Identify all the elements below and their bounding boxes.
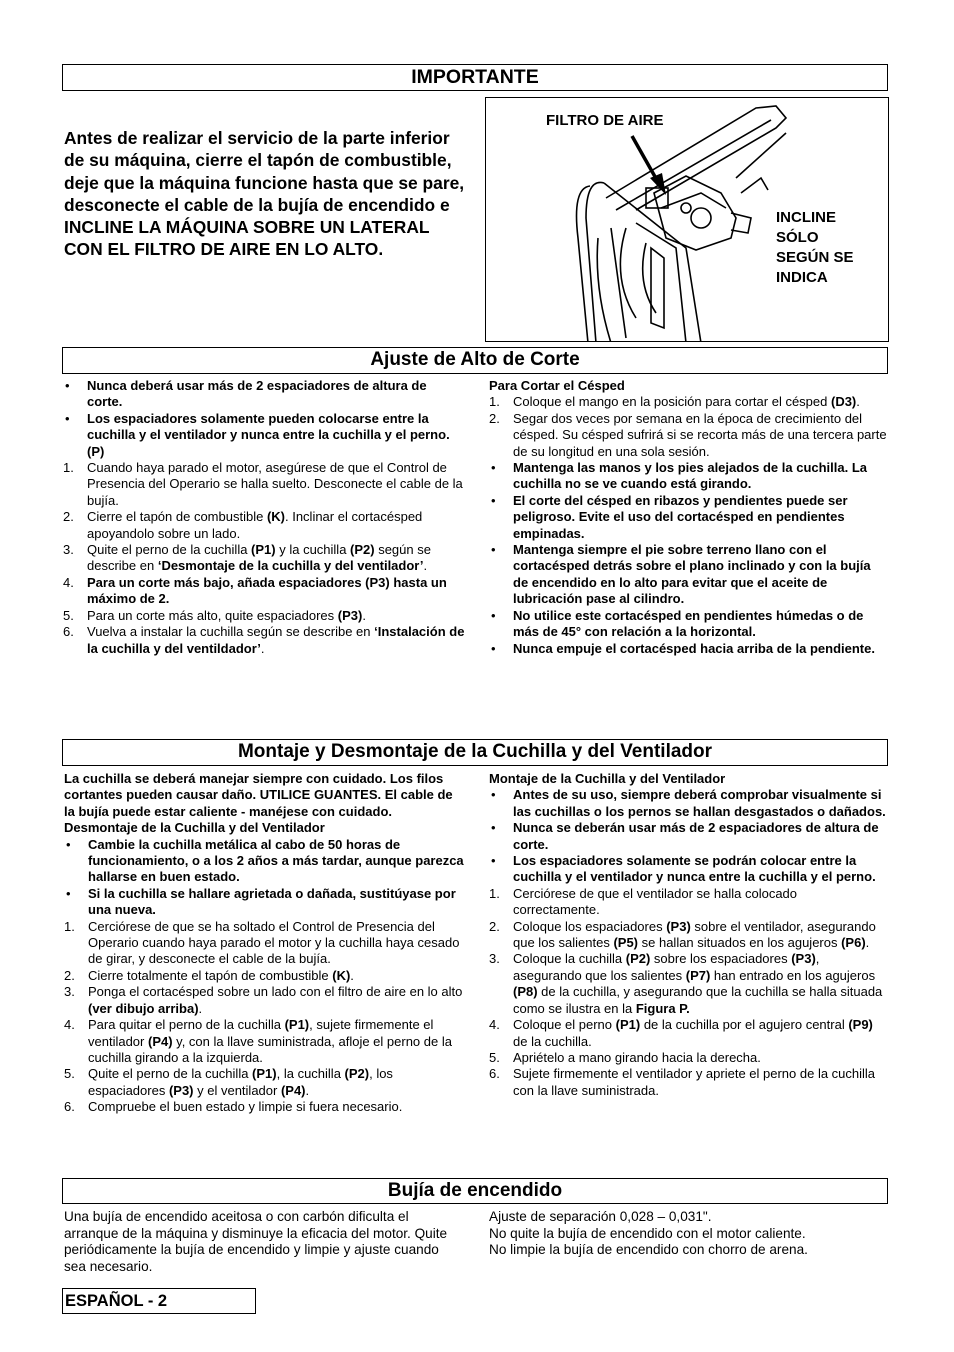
item-text: sobre los espaciadores: [650, 951, 792, 967]
item-text: Vuelva a instalar la cuchilla según se describe en: [87, 624, 375, 640]
item-text: Apriételo a mano girando hacia la derecha.: [513, 1049, 761, 1065]
item-text: Ponga el cortacésped sobre un lado con el filtro de aire en lo alto: [88, 984, 463, 1000]
item-text: Cierre el tapón de combustible: [87, 509, 267, 525]
item-text: Compruebe el buen estado y limpie si fuera necesario.: [88, 1099, 403, 1115]
item-text: Quite el perno de la cuchilla: [88, 1066, 253, 1082]
bujia-left-text: Una bujía de encendido aceitosa o con carbón dificulta el arranque de la máquina y disminuye la eficacia del motor. Quite periódicamente la bujía de encendido y limpie y ajuste cuando sea necesario.: [64, 1209, 448, 1274]
list-item: [63, 542, 465, 575]
step-number: 1.: [489, 885, 500, 901]
list-item: [489, 820, 887, 853]
item-text: se hallan situados en los agujeros: [638, 935, 842, 951]
blade-warning: La cuchilla se deberá manejar siempre con cuidado. Los filos cortantes pueden causar daño. UTILICE GUANTES. El cable de la bujía puede estar caliente - manéjese con cuidado.: [64, 771, 453, 819]
list-item: [64, 837, 466, 886]
item-text: .: [350, 967, 354, 983]
item-text: .: [305, 1082, 310, 1098]
item-text: (D3): [830, 394, 857, 410]
list-item: [63, 411, 465, 460]
item-text: No utilice este cortacésped en pendientes húmedas o de más de 45° con relación a la horizontal.: [513, 607, 864, 640]
step-number: 5.: [489, 1049, 500, 1065]
step-number: 2.: [64, 967, 75, 983]
removal-heading: Desmontaje de la Cuchilla y del Ventilador: [64, 820, 325, 836]
item-text: (P1): [251, 542, 276, 558]
step-number: 2.: [489, 918, 500, 934]
item-text: (P4): [147, 1033, 173, 1049]
list-item: [489, 641, 887, 657]
item-text: Coloque el perno: [513, 1017, 616, 1033]
list-item: [489, 460, 887, 493]
step-number: 3.: [489, 951, 500, 967]
step-number: 2.: [63, 509, 74, 525]
ajuste-right-column: [489, 378, 887, 657]
item-text: según se describe en: [87, 542, 431, 574]
bujia-sand-line: No limpie la bujía de encendido con chorro de arena.: [489, 1242, 808, 1258]
step-number: 6.: [64, 1099, 75, 1115]
importante-header: [62, 64, 888, 91]
item-text: Coloque el mango en la posición para cortar el césped: [513, 394, 831, 410]
item-text: , la cuchilla: [276, 1066, 345, 1082]
list-item: [489, 493, 887, 542]
step-number: 6.: [63, 624, 74, 640]
item-text: han entrado en los agujeros: [710, 967, 876, 983]
item-text: Coloque los espaciadores: [513, 918, 667, 934]
list-item: [63, 575, 465, 608]
air-filter-label: FILTRO DE AIRE: [546, 112, 664, 129]
item-text: (P7): [685, 967, 711, 983]
item-text: de la cuchilla, y asegurando que la cuchilla se halla situada como se ilustra en la: [513, 984, 883, 1016]
list-item: [64, 1017, 466, 1066]
list-item: [64, 919, 466, 968]
bujia-gap-line: Ajuste de separación 0,028 – 0,031".: [489, 1209, 712, 1224]
item-text: (P6): [841, 935, 866, 951]
step-number: 2.: [489, 410, 500, 426]
step-number: 6.: [489, 1066, 500, 1082]
bujia-right-text: [489, 1209, 887, 1259]
item-text: Los espaciadores solamente se podrán colocar entre la cuchilla y el ventilador y nunca entre la cuchilla y el perno.: [513, 853, 876, 885]
list-item: [489, 1017, 887, 1050]
item-text: Cierre totalmente el tapón de combustible: [88, 967, 333, 983]
step-number: 4.: [64, 1017, 75, 1033]
item-text: (P1): [615, 1017, 641, 1033]
item-text: (P1): [252, 1066, 277, 1082]
item-text: (P4): [280, 1082, 306, 1098]
item-text: Figura P.: [635, 1000, 690, 1016]
page-footer: [62, 1288, 256, 1314]
list-item: [489, 1066, 887, 1099]
bujia-header: [62, 1178, 888, 1204]
importante-intro: Antes de realizar el servicio de la parte inferior de su máquina, cierre el tapón de combustible, deje que la máquina funcione hasta que se pare, desconecte el cable de la bujía de encendido e INCLINE LA MÁQUINA SOBRE UN LATERAL CON EL FILTRO DE AIRE EN LO ALTO.: [64, 128, 465, 260]
item-text: Antes de su uso, siempre deberá comprobar visualmente si las cuchillas o los pernos se hallan desgastados o dañados.: [513, 787, 886, 819]
step-number: 3.: [64, 984, 75, 1000]
list-item: [489, 919, 887, 952]
bujia-title: Bujía de encendido: [387, 1180, 563, 1201]
list-item: [64, 1099, 466, 1115]
montaje-title: Montaje y Desmontaje de la Cuchilla y del Ventilador: [237, 741, 713, 762]
item-text: .: [423, 558, 428, 574]
item-text: .: [362, 607, 366, 623]
item-text: Quite el perno de la cuchilla: [87, 542, 252, 558]
bullet-marker: •: [66, 885, 71, 901]
bullet-marker: •: [65, 410, 70, 426]
item-text: .: [856, 394, 860, 410]
step-number: 3.: [63, 542, 74, 558]
step-number: 1.: [64, 918, 75, 934]
lawnmower-figure: [485, 97, 889, 342]
assembly-heading: Montaje de la Cuchilla y del Ventilador: [489, 771, 726, 786]
item-text: Mantenga siempre el pie sobre terreno llano con el cortacésped detrás sobre el plano inclinado y con la bujía de encendido en lo alto para evitar que el aceite de lubricación pase al cilindro.: [513, 542, 871, 607]
item-text: .: [865, 935, 870, 951]
list-item: [489, 787, 887, 820]
item-text: sobre el ventilador, asegurando que los salientes: [513, 918, 876, 951]
item-text: (P9): [848, 1017, 873, 1033]
item-text: Coloque la cuchilla: [513, 951, 626, 967]
item-text: y el ventilador: [193, 1082, 281, 1098]
list-item: [64, 968, 466, 984]
item-text: Para un corte más bajo, añada espaciadores (P3) hasta un máximo de 2.: [87, 574, 447, 607]
item-text: Los espaciadores solamente pueden colocarse entre la cuchilla y el ventilador y nunca entre la cuchilla y el perno. (P): [87, 410, 450, 459]
page-label: ESPAÑOL - 2: [65, 1292, 168, 1310]
item-text: Cerciórese de que se ha soltado el Control de Presencia del Operario cuando haya parado el motor y la cuchilla haya cesado de girar, y desconecte el cable de la bujía.: [88, 918, 460, 967]
item-text: (P5): [613, 935, 639, 951]
list-item: [489, 951, 887, 1017]
item-text: (K): [266, 509, 285, 525]
item-text: , asegurando que los salientes: [513, 951, 820, 983]
item-text: Si la cuchilla se hallare agrietada o dañada, sustitúyase por una nueva.: [88, 885, 456, 918]
item-text: , sujete firmemente el ventilador: [88, 1017, 434, 1049]
item-text: (P1): [284, 1017, 310, 1033]
item-text: .: [198, 1000, 203, 1016]
montaje-header: [62, 739, 888, 766]
bullet-marker: •: [491, 787, 496, 803]
montaje-left-column: [64, 771, 466, 1116]
item-text: (P3): [168, 1082, 194, 1098]
item-text: de la cuchilla por el agujero central: [640, 1017, 849, 1033]
bullet-marker: •: [491, 542, 496, 558]
montaje-right-column: [489, 771, 887, 1099]
item-text: y la cuchilla: [275, 542, 351, 558]
step-number: 4.: [489, 1017, 500, 1033]
list-item: [63, 509, 465, 542]
item-text: Nunca empuje el cortacésped hacia arriba de la pendiente.: [513, 640, 875, 656]
item-text: Nunca se deberán usar más de 2 espaciadores de altura de corte.: [513, 820, 879, 852]
tilt-instruction-label: INCLINE SÓLO SEGÚN SE INDICA: [776, 209, 854, 286]
list-item: [489, 542, 887, 608]
list-item: [489, 394, 887, 410]
step-number: 1.: [489, 394, 500, 410]
item-text: Sujete firmemente el ventilador y apriete el perno de la cuchilla con la llave suministrada.: [513, 1066, 876, 1098]
item-text: Para quitar el perno de la cuchilla: [88, 1017, 285, 1033]
item-text: Cerciórese de que el ventilador se halla colocado correctamente.: [513, 885, 798, 918]
item-text: .: [260, 640, 265, 656]
list-item: [489, 411, 887, 460]
item-text: (P3): [791, 951, 816, 967]
bullet-marker: •: [491, 640, 496, 656]
list-item: [489, 886, 887, 919]
item-text: . Inclinar el cortacésped apoyandolo sobre un lado.: [87, 509, 423, 541]
item-text: Mantenga las manos y los pies alejados de la cuchilla. La cuchilla no se ve cuando está girando.: [513, 460, 868, 492]
item-text: Segar dos veces por semana en la época de crecimiento del césped. Su césped sufrirá si se recorta más de una tercera parte de su longitud en una sola sesión.: [513, 410, 887, 459]
item-text: y, con la llave suministrada, afloje el perno de la cuchilla girando a la izquierda.: [88, 1033, 452, 1065]
list-item: [64, 1066, 466, 1099]
item-text: Cambie la cuchilla metálica al cabo de 50 horas de funcionamiento, o a los 2 años a más tardar, aunque parezca hallarse en buen estado.: [88, 836, 464, 885]
bullet-marker: •: [491, 607, 496, 623]
item-text: Cuando haya parado el motor, asegúrese de que el Control de Presencia del Operario se halla suelto. Desconecte el cable de la bujía.: [87, 460, 463, 508]
item-text: (P8): [513, 984, 538, 1000]
list-item: [489, 608, 887, 641]
ajuste-left-column: [63, 378, 465, 657]
ajuste-header: [62, 347, 888, 374]
item-text: (P3): [337, 607, 363, 623]
item-text: , los espaciadores: [88, 1066, 393, 1098]
bullet-marker: •: [65, 378, 70, 393]
bullet-marker: •: [491, 820, 496, 836]
list-item: [64, 886, 466, 919]
step-number: 1.: [63, 460, 74, 476]
list-item: [63, 460, 465, 509]
bujia-hot-line: No quite la bujía de encendido con el motor caliente.: [489, 1225, 806, 1241]
bullet-marker: •: [491, 853, 496, 869]
ajuste-title: Ajuste de Alto de Corte: [370, 349, 580, 370]
list-item: [64, 984, 466, 1017]
item-text: (K): [332, 967, 351, 983]
item-text: (P2): [350, 542, 375, 558]
cut-grass-heading: Para Cortar el Césped: [489, 378, 625, 393]
item-text: Para un corte más alto, quite espaciadores: [87, 607, 338, 623]
bullet-marker: •: [66, 836, 71, 852]
bullet-marker: •: [491, 492, 496, 508]
item-text: (P2): [344, 1066, 370, 1082]
list-item: [63, 624, 465, 657]
item-text: (P3): [666, 918, 691, 934]
item-text: ‘Instalación de la cuchilla y del ventildador’: [87, 624, 465, 656]
step-number: 4.: [63, 574, 74, 590]
item-text: (ver dibujo arriba): [88, 1000, 199, 1016]
item-text: Nunca deberá usar más de 2 espaciadores de altura de corte.: [87, 378, 427, 410]
step-number: 5.: [63, 607, 74, 623]
importante-title: IMPORTANTE: [411, 66, 539, 88]
list-item: [489, 853, 887, 886]
list-item: [489, 1050, 887, 1066]
item-text: ‘Desmontaje de la cuchilla y del ventilador’: [157, 558, 424, 574]
step-number: 5.: [64, 1066, 75, 1082]
bullet-marker: •: [491, 460, 496, 476]
item-text: (P2): [625, 951, 651, 967]
list-item: [63, 608, 465, 624]
list-item: [63, 378, 465, 411]
item-text: de la cuchilla.: [513, 1033, 592, 1049]
item-text: El corte del césped en ribazos y pendientes puede ser peligroso. Evite el uso del cortacésped en pendientes empinadas.: [513, 492, 848, 541]
